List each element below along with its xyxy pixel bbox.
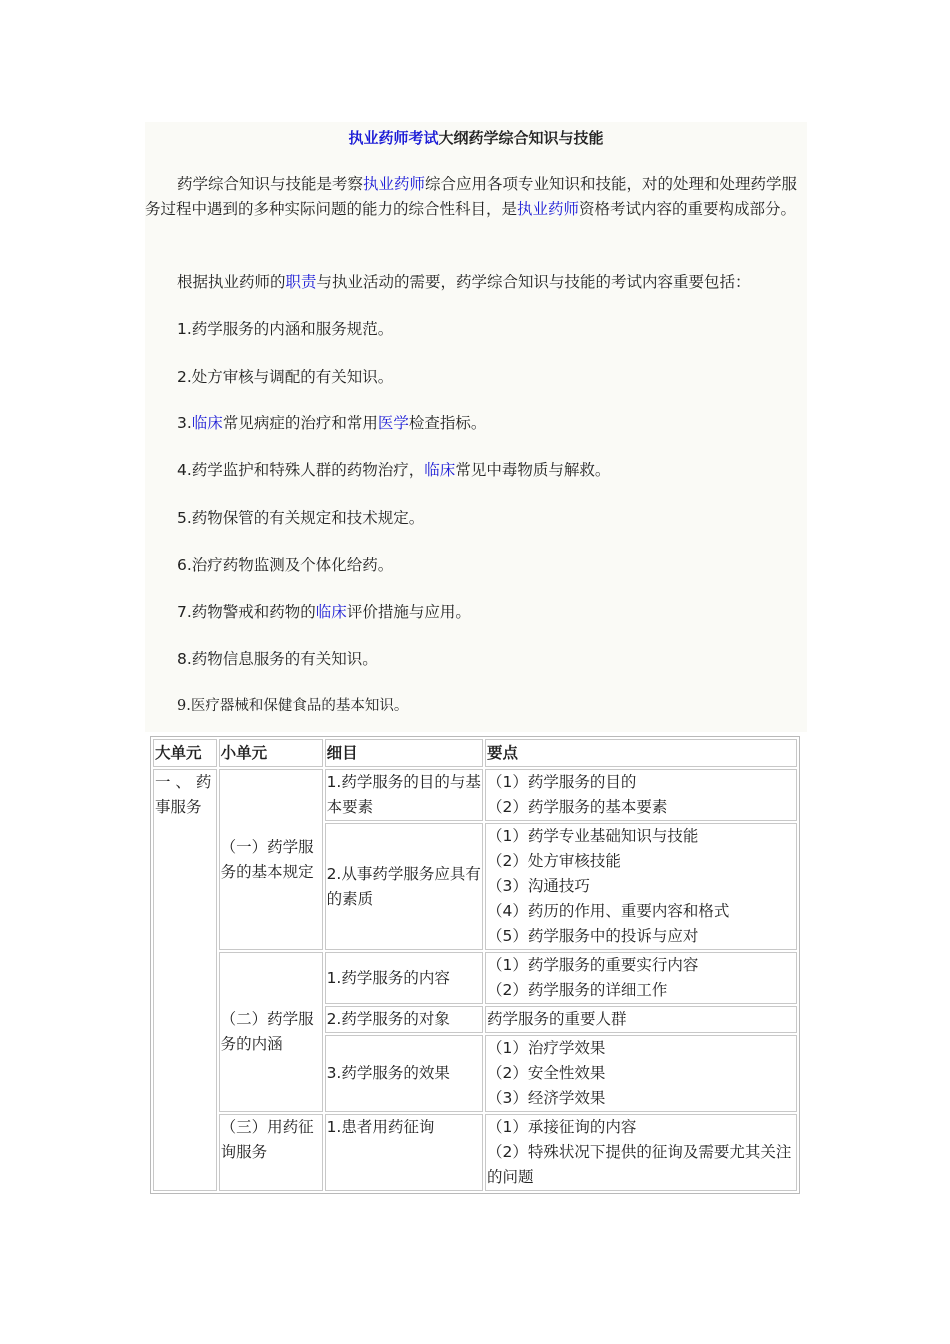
points-cell — [485, 952, 797, 1004]
point-line: （3）沟通技巧 — [487, 877, 590, 895]
header-cell-subunit: 小单元 — [219, 739, 323, 767]
intro-text: 药学综合知识与技能是考察 — [177, 175, 364, 193]
title-text: 大纲药学综合知识与技能 — [438, 129, 604, 147]
item-text: 4.药学监护和特殊人群的药物治疗， — [177, 461, 425, 479]
point-line: （1）药学服务的目的 — [487, 773, 637, 791]
syllabus-table — [150, 736, 800, 1194]
item-text: 3. — [177, 414, 192, 432]
item-cell: 2.药学服务的对象 — [325, 1006, 483, 1033]
point-line: （2）药学服务的基本要素 — [487, 798, 668, 816]
list-item-2: 2.处方审核与调配的有关知识。 — [177, 368, 394, 386]
header-cell-item: 细目 — [325, 739, 483, 767]
points-cell — [485, 1006, 797, 1033]
points-cell — [485, 1035, 797, 1112]
page-title — [145, 127, 807, 149]
item-text: 常见病症的治疗和常用 — [222, 414, 378, 432]
list-item-7 — [177, 601, 471, 623]
point-line: （3）经济学效果 — [487, 1089, 606, 1107]
point-line: 药学服务的重要人群 — [487, 1010, 627, 1028]
intro-link-pharmacist[interactable]: 执业药师 — [363, 175, 426, 193]
header-cell-unit: 大单元 — [153, 739, 217, 767]
list-item-3 — [177, 412, 486, 434]
item-cell: 2.从事药学服务应具有的素质 — [325, 823, 483, 950]
item-cell: 1.患者用药征询 — [325, 1114, 483, 1191]
intro-text: 资格考试内容的重要构成部分。 — [579, 200, 797, 218]
link-clinical[interactable]: 临床 — [315, 603, 347, 621]
point-line: （2）安全性效果 — [487, 1064, 606, 1082]
scope-text: 与执业活动的需要，药学综合知识与技能的考试内容重要包括： — [316, 273, 751, 291]
unit-cell: 一 、 药事服务 — [153, 769, 217, 1191]
scope-link-duty[interactable]: 职责 — [285, 273, 317, 291]
item-text: 常见中毒物质与解救。 — [455, 461, 611, 479]
point-line: （2）药学服务的详细工作 — [487, 981, 668, 999]
item-text: 7.药物警戒和药物的 — [177, 603, 316, 621]
intro-link-pharmacist-2[interactable]: 执业药师 — [517, 200, 580, 218]
point-line: （1）药学服务的重要实行内容 — [487, 956, 699, 974]
point-line: （2）特殊状况下提供的征询及需要尤其关注的问题 — [487, 1143, 792, 1186]
point-line: （4）药历的作用、重要内容和格式 — [487, 902, 730, 920]
scope-text: 根据执业药师的 — [177, 273, 286, 291]
list-item-6: 6.治疗药物监测及个体化给药。 — [177, 556, 394, 574]
item-cell: 1.药学服务的内容 — [325, 952, 483, 1004]
subunit-cell: （三）用药征询服务 — [219, 1114, 323, 1191]
list-item-1: 1.药学服务的内涵和服务规范。 — [177, 320, 394, 338]
table-row — [153, 1114, 797, 1191]
points-cell — [485, 769, 797, 821]
subunit-cell: （二）药学服务的内涵 — [219, 952, 323, 1112]
table-header-row — [153, 739, 797, 767]
link-medicine[interactable]: 医学 — [377, 414, 409, 432]
link-clinical[interactable]: 临床 — [191, 414, 223, 432]
table-row — [153, 769, 797, 821]
item-cell: 3.药学服务的效果 — [325, 1035, 483, 1112]
item-text: 评价措施与应用。 — [346, 603, 471, 621]
table-row — [153, 952, 797, 1004]
points-cell — [485, 823, 797, 950]
point-line: （1）治疗学效果 — [487, 1039, 606, 1057]
subunit-cell: （一）药学服务的基本规定 — [219, 769, 323, 950]
points-cell — [485, 1114, 797, 1191]
list-item-9: 9.医疗器械和保健食品的基本知识。 — [177, 698, 409, 714]
point-line: （1）药学专业基础知识与技能 — [487, 827, 699, 845]
point-line: （5）药学服务中的投诉与应对 — [487, 927, 699, 945]
point-line: （2）处方审核技能 — [487, 852, 621, 870]
link-clinical[interactable]: 临床 — [424, 461, 456, 479]
list-item-8: 8.药物信息服务的有关知识。 — [177, 650, 378, 668]
intro-paragraph — [145, 172, 807, 222]
scope-paragraph — [177, 271, 751, 293]
list-item-5: 5.药物保管的有关规定和技术规定。 — [177, 509, 425, 527]
point-line: （1）承接征询的内容 — [487, 1118, 637, 1136]
header-cell-points: 要点 — [485, 739, 797, 767]
title-link[interactable]: 执业药师考试 — [348, 129, 439, 147]
item-text: 检查指标。 — [408, 414, 487, 432]
intro-text: 综合应用各项专业知识和技能，对的处理和处理药学服务过程中遇到的多种实际问题的能力的综合性科目，是 — [145, 175, 798, 218]
item-cell: 1.药学服务的目的与基本要素 — [325, 769, 483, 821]
list-item-4 — [177, 459, 610, 481]
